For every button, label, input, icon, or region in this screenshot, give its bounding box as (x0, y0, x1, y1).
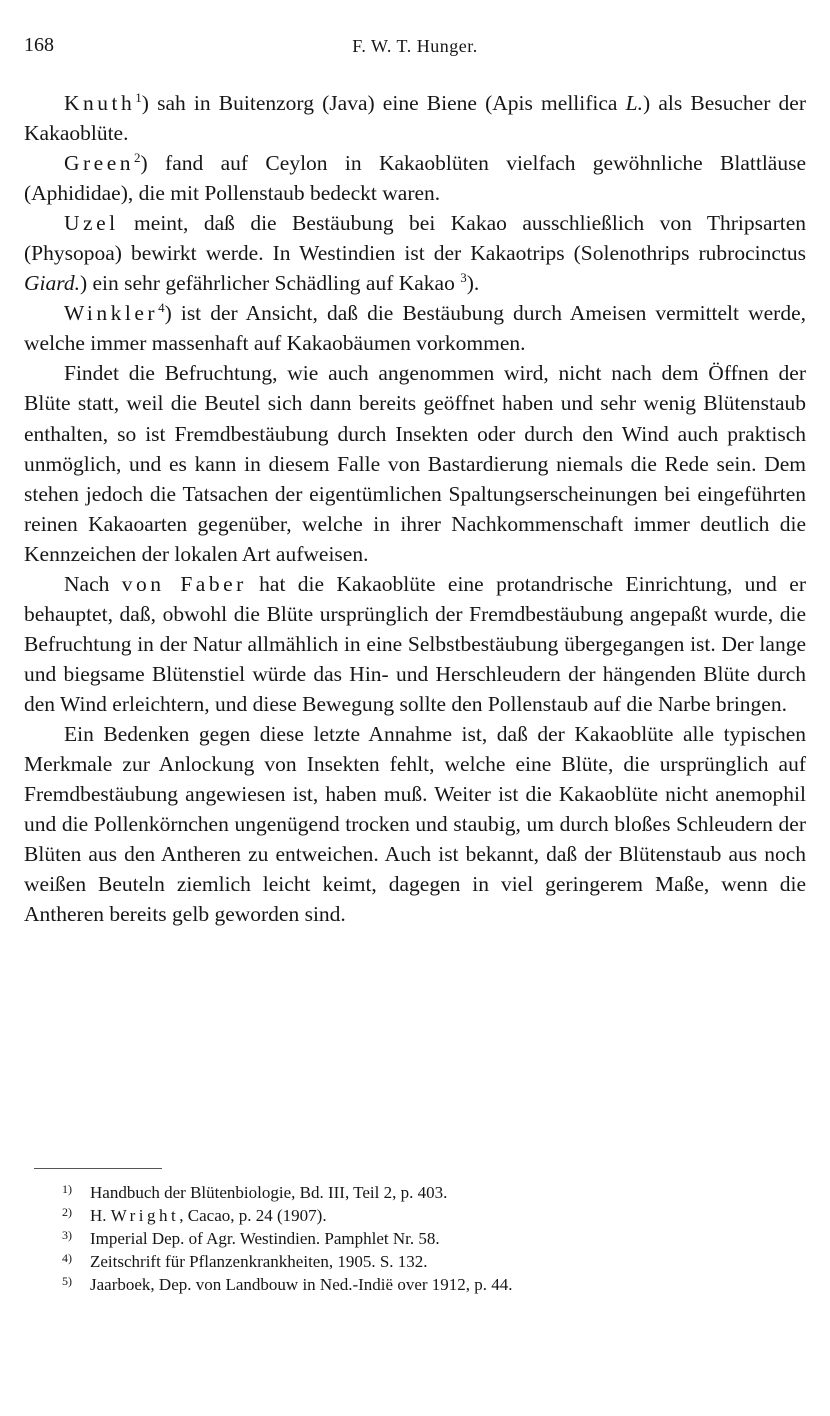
author-name: Winkler (64, 301, 159, 326)
running-head: F. W. T. Hunger. (352, 36, 478, 56)
footnote-text: Imperial Dep. of Agr. Westindien. Pamphlet Nr. 58. (90, 1229, 440, 1248)
footnote-3: 3) Imperial Dep. of Agr. Westindien. Pamphlet Nr. 58. (62, 1228, 440, 1248)
footnote-ref: 2 (134, 150, 141, 166)
page-header (24, 34, 806, 64)
paragraph-text: ). (466, 271, 480, 296)
footnote-4: 4) Zeitschrift für Pflanzenkrankheiten, 1905. S. 132. (62, 1251, 428, 1271)
footnote-text: , Cacao, p. 24 (1907). (179, 1206, 327, 1225)
paragraph-text: ) ist der Ansicht, daß die Bestäubung durch Ameisen vermittelt werde, welche immer massenhaft auf Kakaobäumen vorkommen. (24, 301, 806, 356)
paragraph-text: Nach (64, 571, 122, 596)
paragraph-text: ) fand auf Ceylon in Kakaoblüten vielfach gewöhnliche Blattläuse (Aphididae), die mit Pollenstaub bedeckt waren. (24, 151, 806, 206)
footnote-text: H. (90, 1206, 111, 1225)
footnote-1: 1) Handbuch der Blütenbiologie, Bd. III, Teil 2, p. 403. (62, 1182, 448, 1202)
paragraph-green (24, 148, 806, 208)
footnote-text: Zeitschrift für Pflanzenkrankheiten, 1905. S. 132. (90, 1252, 428, 1271)
footnote-ref: 4 (158, 300, 165, 316)
paragraph-text: ) als Besucher der Kakaoblüte. (24, 91, 806, 146)
footnote-ref: 1 (135, 90, 142, 105)
paragraph-text: hat die Kakaoblüte eine protandrische Einrichtung, und er behauptet, daß, obwohl die Blüte ursprünglich der Fremdbestäubung angepaßt wurde, die Befruchtung in der Natur allmählich in eine Selbstbestäubung übergegangen ist. Der lange und biegsame Blütenstiel würde das Hin- und Herschleudern der hängenden Blüte durch den Wind erleichtern, und diese Bewegung sollte den Pollenstaub auf die Narbe bringen. (24, 571, 806, 716)
paragraph-text: Findet die Befruchtung, wie auch angenommen wird, nicht nach dem Öffnen der Blüte statt, weil die Beutel sich dann bereits geöffnet haben und sehr wenig Blütenstaub enthalten, so ist Fremdbestäubung durch Insekten oder durch den Wind auch praktisch unmöglich, und es kann in diesem Falle von Bastardierung niemals die Rede sein. Dem stehen jedoch die Tatsachen der eigentümlichen Spaltungserscheinungen bei eingeführten reinen Kakaoarten gegenüber, welche in ihrer Nachkommenschaft immer deutlich die Kennzeichen der lokalen Art aufweisen. (24, 361, 806, 566)
paragraph-bedenken (24, 719, 806, 929)
paragraph-text: meint, daß die Bestäubung bei Kakao ausschließlich von Thripsarten (Physopoa) bewirkt werde. In Westindien ist der Kakaotrips (Solenothrips rubrocinctus (24, 211, 806, 266)
footnote-text: Jaarboek, Dep. von Landbouw in Ned.-Indië over 1912, p. 44. (90, 1275, 513, 1294)
footnote-divider (34, 1168, 162, 1169)
footnote-5: 5) Jaarboek, Dep. von Landbouw in Ned.-Indië over 1912, p. 44. (62, 1274, 513, 1294)
paragraph-text: ) sah in Buitenzorg (Java) eine Biene (Apis mellifica (141, 91, 626, 115)
paragraph-uzel (24, 208, 806, 298)
footnote-2: 2) H. Wright, Cacao, p. 24 (1907). (62, 1205, 327, 1225)
body-text (24, 88, 806, 929)
paragraph-text: ) ein sehr gefährlicher Schädling auf Kakao (79, 271, 461, 296)
paragraph-befruchtung (24, 358, 806, 568)
author-name: Uzel (64, 211, 119, 236)
paragraph-von-faber (24, 569, 806, 719)
footnote-ref: 3 (460, 270, 467, 286)
author-name: Knuth (64, 91, 136, 115)
paragraph-knuth (24, 88, 806, 148)
author-name: von Faber (121, 571, 247, 596)
author-name: Green (64, 151, 135, 176)
author-name: Wright (110, 1206, 180, 1225)
paragraph-text: Ein Bedenken gegen diese letzte Annahme ist, daß der Kakaoblüte alle typischen Merkmale zur Anlockung von Insekten fehlt, welche eine Blüte, die ursprünglich auf Fremdbestäubung angewiesen ist, haben muß. Weiter ist die Kakaoblüte nicht anemophil und die Pollenkörnchen ungenügend trocken und staubig, um durch bloßes Schleudern der Blüten aus den Antheren zu entweichen. Auch ist bekannt, daß der Blütenstaub aus noch weißen Beuteln ziemlich leicht keimt, dagegen in viel geringerem Maße, wenn die Antheren bereits gelb geworden sind. (24, 721, 806, 927)
italic-text: Giard. (24, 271, 80, 296)
italic-text: L. (625, 91, 643, 115)
footnotes (62, 1181, 802, 1296)
page-number: 168 (24, 34, 54, 56)
footnote-text: Handbuch der Blütenbiologie, Bd. III, Teil 2, p. 403. (90, 1183, 448, 1202)
paragraph-winkler (24, 298, 806, 358)
